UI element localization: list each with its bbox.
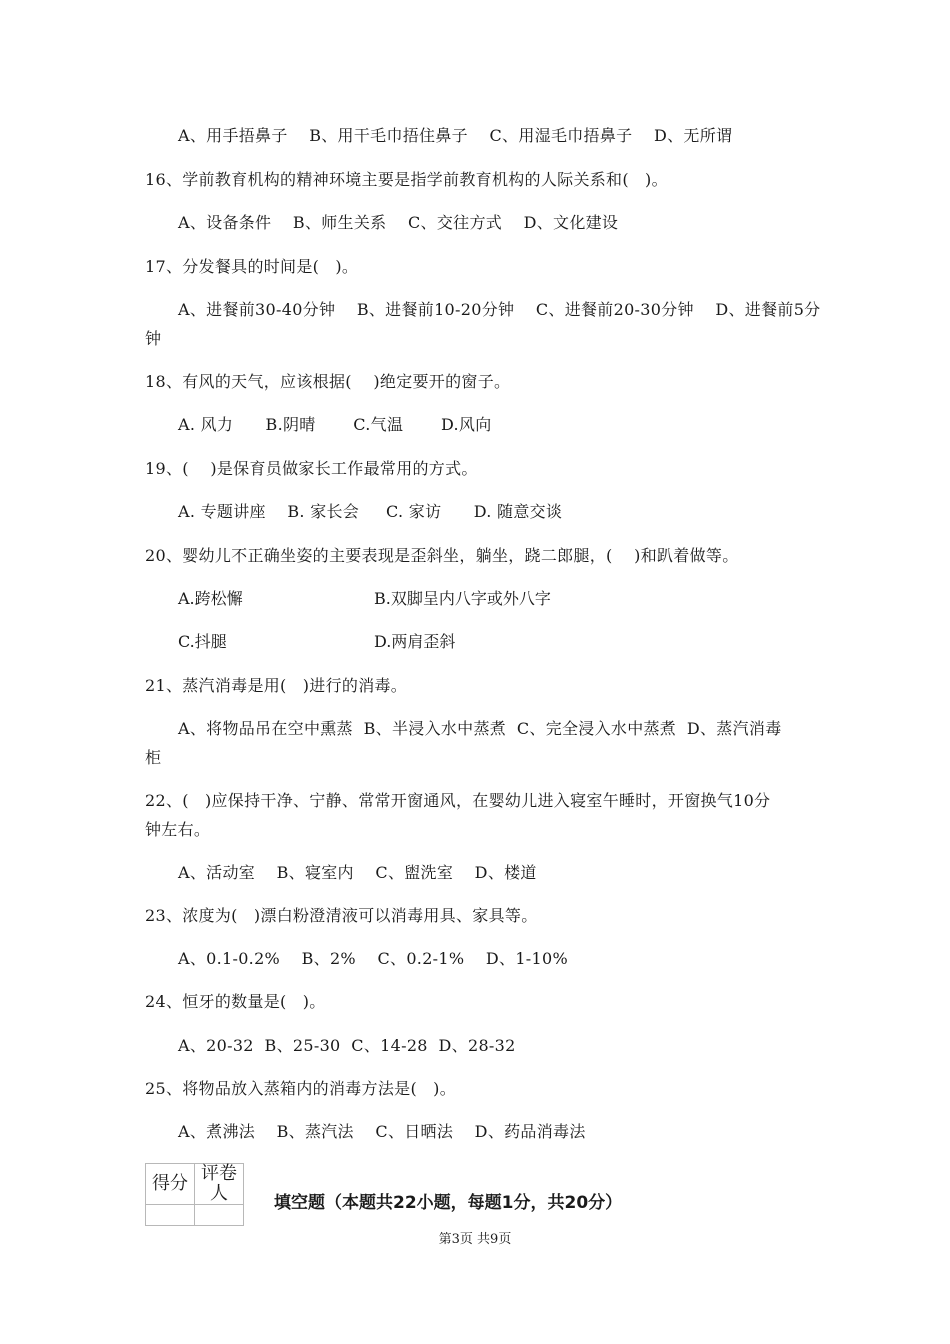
q18-options: A. 风力 B.阴晴 C.气温 D.风向: [178, 415, 492, 434]
grader-label: 评卷人: [195, 1164, 244, 1205]
q17-options-continuation: 钟: [145, 329, 162, 348]
q16-question: 16、学前教育机构的精神环境主要是指学前教育机构的人际关系和( )。: [145, 170, 668, 189]
q20-option-d: D.两肩歪斜: [374, 632, 456, 651]
q22-question: 22、( )应保持干净、宁静、常常开窗通风，在婴幼儿进入寝室午睡时，开窗换气10分: [145, 791, 771, 810]
q20-question: 20、婴幼儿不正确坐姿的主要表现是歪斜坐，躺坐，跷二郎腿，( )和趴着做等。: [145, 546, 739, 565]
q25-question: 25、将物品放入蒸箱内的消毒方法是( )。: [145, 1079, 457, 1098]
q17-options: A、进餐前30-40分钟 B、进餐前10-20分钟 C、进餐前20-30分钟 D、进餐前5分: [178, 300, 821, 319]
q25-options: A、煮沸法 B、蒸汽法 C、日晒法 D、药品消毒法: [178, 1122, 586, 1141]
section-title: 填空题（本题共22小题，每题1分，共20分）: [274, 1193, 623, 1213]
q15-options: A、用手捂鼻子 B、用干毛巾捂住鼻子 C、用湿毛巾捂鼻子 D、无所谓: [178, 126, 733, 145]
q24-options: A、20-32 B、25-30 C、14-28 D、28-32: [178, 1036, 516, 1055]
q23-question: 23、浓度为( )漂白粉澄清液可以消毒用具、家具等。: [145, 906, 538, 925]
q22-options: A、活动室 B、寝室内 C、盥洗室 D、楼道: [178, 863, 537, 882]
q20-option-b: B.双脚呈内八字或外八字: [374, 589, 551, 608]
q16-options: A、设备条件 B、师生关系 C、交往方式 D、文化建设: [178, 213, 619, 232]
q21-options: A、将物品吊在空中熏蒸 B、半浸入水中蒸煮 C、完全浸入水中蒸煮 D、蒸汽消毒: [178, 719, 782, 738]
q20-option-c: C.抖腿: [178, 632, 227, 651]
q21-question: 21、蒸汽消毒是用( )进行的消毒。: [145, 676, 408, 695]
page-footer: 第3页 共9页: [438, 1232, 512, 1247]
q22-question-continuation: 钟左右。: [145, 820, 211, 839]
q19-question: 19、( )是保育员做家长工作最常用的方式。: [145, 459, 478, 478]
score-label: 得分: [146, 1164, 195, 1205]
q23-options: A、0.1-0.2% B、2% C、0.2-1% D、1-10%: [178, 949, 568, 968]
q18-question: 18、有风的天气，应该根据( )绝定要开的窗子。: [145, 372, 511, 391]
score-cell: [146, 1205, 195, 1226]
score-box: [145, 1163, 244, 1226]
q24-question: 24、恒牙的数量是( )。: [145, 992, 326, 1011]
q19-options: A. 专题讲座 B. 家长会 C. 家访 D. 随意交谈: [178, 502, 563, 521]
grader-cell: [195, 1205, 244, 1226]
q17-question: 17、分发餐具的时间是( )。: [145, 257, 359, 276]
q20-option-a: A.跨松懈: [178, 589, 243, 608]
q21-options-continuation: 柜: [145, 748, 162, 767]
